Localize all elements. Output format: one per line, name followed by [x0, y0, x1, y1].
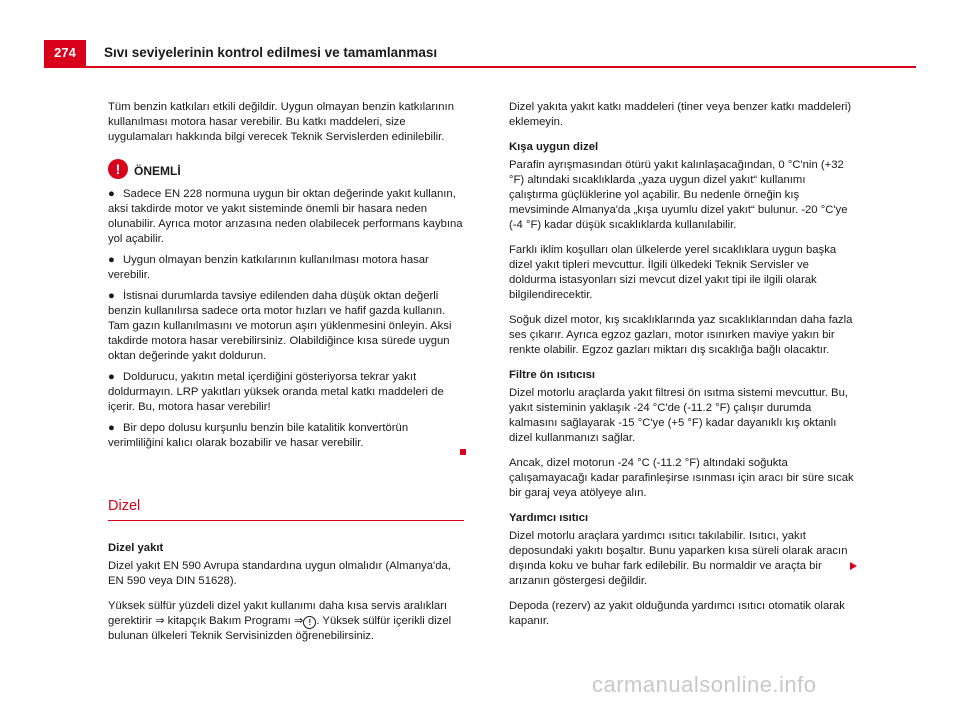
- bullet-dot: ●: [108, 254, 115, 266]
- additive-paragraph: Dizel yakıta yakıt katkı maddeleri (tiner veya benzer katkı maddeleri) eklemeyin.: [509, 101, 852, 128]
- right-column: [509, 100, 856, 639]
- section-title-dizel: Dizel: [108, 499, 464, 521]
- bullet-dot: ●: [108, 290, 115, 302]
- diesel-fuel-heading: Dizel yakıt: [108, 542, 164, 554]
- diesel-paragraph-1: Dizel yakıt EN 590 Avrupa standardına uygun olmalıdır (Almanya'da, EN 590 veya DIN 51628).: [108, 560, 451, 587]
- notice-bullet: [108, 253, 464, 283]
- filter-paragraph-1: Dizel motorlu araçlarda yakıt filtresi ön ısıtma sistemi mevcuttur. Bu, yakıt sisteminin yaklaşık -24 °C'de (-11.2 °F) çalışır durumda kalmasını sağlayarak -15 °C'ye (+5 °F) kadar dayanıklı kış oktanlı dizel kullanmanızı sağlar.: [509, 387, 849, 444]
- aux-heater-heading: Yardımcı ısıtıcı: [509, 512, 589, 524]
- notice-bullet: [108, 370, 464, 415]
- bullet-dot: ●: [108, 371, 115, 383]
- notice-bullet-text: Sadece EN 228 normuna uygun bir oktan değerinde yakıt kullanın, aksi takdirde motor ve yakıt sisteminde önemli bir hasara neden olunabilir. Ayrıca motor arızasına neden olabilecek performans kaybına yol açabilir.: [108, 188, 463, 245]
- winter-diesel-heading: Kışa uygun dizel: [509, 141, 599, 153]
- notice-bullet: [108, 187, 464, 247]
- winter-paragraph-1: Parafin ayrışmasından ötürü yakıt kalınlaşacağından, 0 °C'nin (+32 °F) altındaki sıcaklıklarda „yaza uygun dizel yakıt“ kullanımı çalıştırma güçlüklerine yol açabilir. Bu nedenle örneğin kış mevsiminde Almanya'da „kışa uyumlu dizel yakıt“ bulunur. -20 °C'ye (-4 °F) kadar düşük sıcaklıklarda kullanılabilir.: [509, 159, 848, 231]
- aux-paragraph-1: Dizel motorlu araçlara yardımcı ısıtıcı takılabilir. Isıtıcı, yakıt deposundaki yakıtı boşaltır. Bunu yaparken kısa süreli olarak aracın dışında koku ve buhar fark edilebilir. Bu normaldir ve araçta bir arızanın göstergesi değildir.: [509, 530, 848, 587]
- next-page-arrow-icon: [850, 562, 857, 570]
- notice-bullet: [108, 421, 464, 451]
- notice-bullet: [108, 289, 464, 364]
- notice-bullet-text: Uygun olmayan benzin katkılarının kullanılması motora hasar verebilir.: [108, 254, 429, 281]
- diesel-paragraph-2-part-b: . Yüksek sülfür içerikli dizel bulunan ülkeleri Teknik Servisinizden öğrenebilirsiniz.: [108, 615, 452, 642]
- bullet-dot: ●: [108, 188, 115, 200]
- page-header: [44, 40, 916, 68]
- filter-paragraph-2: Ancak, dizel motorun -24 °C (-11.2 °F) altındaki soğukta çalışamayacağı kadar parafinleşirse ısınması için aracı bir süre sıcak bir garaj veya atölyeye alın.: [509, 457, 854, 499]
- winter-paragraph-3: Soğuk dizel motor, kış sıcaklıklarında yaz sıcaklıklarından daha fazla ses çıkarır. Ayrıca egzoz gazları, motor ısınırken maviye yakın bir renkte olabilir. Egzoz gazları miktarı dış sıcaklığa bağlı olacaktır.: [509, 314, 853, 356]
- page-title: Sıvı seviyelerinin kontrol edilmesi ve tamamlanması: [104, 45, 438, 60]
- notice-bullet-text: Doldurucu, yakıtın metal içerdiğini gösteriyorsa tekrar yakıt doldurmayın. LRP yakıtları yüksek oranda metal katkı maddeleri de içerir. Bu, motora hasar verebilir!: [108, 371, 444, 413]
- intro-paragraph: Tüm benzin katkıları etkili değildir. Uygun olmayan benzin katkılarının kullanılması motora hasar verebilir. Bu katkı maddeleri, size uygulamaları hakkında bilgi verecek Teknik Servislerden edinilebilir.: [108, 101, 454, 143]
- bullet-dot: ●: [108, 422, 115, 434]
- left-column: [108, 100, 464, 654]
- page-number: 274: [44, 40, 86, 66]
- aux-paragraph-2: Depoda (rezerv) az yakıt olduğunda yardımcı ısıtıcı otomatik olarak kapanır.: [509, 600, 845, 627]
- notice-end-mark: [460, 449, 466, 455]
- winter-paragraph-2: Farklı iklim koşulları olan ülkelerde yerel sıcaklıklara uygun başka dizel yakıt tipleri mevcuttur. İlgili ülkedeki Teknik Servisler ve doldurma istasyonları sizi mevcut dizel yakıt tipi ile ilgili olarak bilgilendirecektir.: [509, 244, 837, 301]
- notice-bullet-text: Bir depo dolusu kurşunlu benzin bile katalitik konvertörün verimliliğini kalıcı olarak bozabilir ve hasar verebilir.: [108, 422, 409, 449]
- notice-bullet-text: İstisnai durumlarda tavsiye edilenden daha düşük oktan değerli benzin kullanılırsa sadece orta motor hızları ve hafif gazda kullanın. Tam gazın kullanılmasını ve motorun aşırı yüklenmesini önleyin. Aksi takdirde motora hasar verebilirsiniz. Olabildiğince kısa sürede uygun oktan değerinde yakıt doldurun.: [108, 290, 452, 362]
- notice-header: [108, 159, 464, 179]
- diesel-paragraph-2-part-a: Yüksek sülfür yüzdeli dizel yakıt kullanımı daha kısa servis aralıkları gerektirir ⇒ kitapçık Bakım Programı ⇒: [108, 600, 448, 627]
- filter-preheater-heading: Filtre ön ısıtıcısı: [509, 369, 596, 381]
- warning-icon: !: [108, 159, 128, 179]
- diesel-paragraph-2: [108, 599, 464, 644]
- watermark: carmanualsonline.info: [592, 672, 817, 697]
- notice-title: ÖNEMLİ: [134, 163, 181, 178]
- book-reference-icon: !: [303, 616, 316, 629]
